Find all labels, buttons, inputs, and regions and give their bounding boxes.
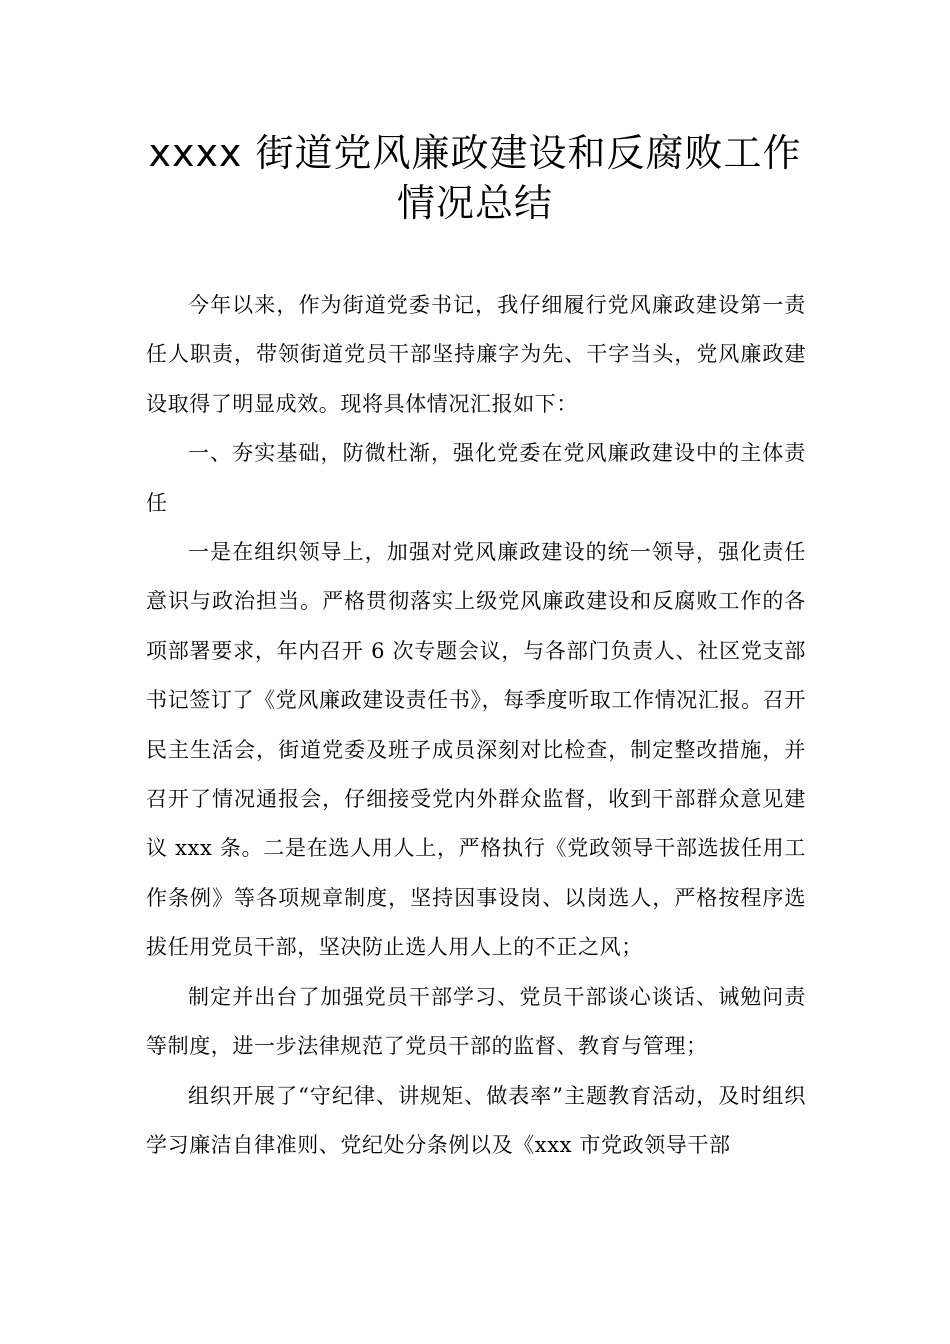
paragraph-regulations: 制定并出台了加强党员干部学习、党员干部谈心谈话、诫勉问责等制度，进一步法律规范了党员干部的监督、教育与管理； (146, 984, 806, 1059)
paragraph-education-activity: 组织开展了“守纪律、讲规矩、做表率”主题教育活动，及时组织学习廉洁自律准则、党纪处分条例以及《xxx 市党政领导干部 (146, 1083, 806, 1157)
paragraph-intro: 今年以来，作为街道党委书记，我仔细履行党风廉政建设第一责任人职责，带领街道党员干部坚持廉字为先、干字当头，党风廉政建设取得了明显成效。现将具体情况汇报如下： (146, 293, 806, 416)
document-body (146, 281, 806, 1170)
section-heading-1: 一、夯实基础，防微杜渐，强化党委在党风廉政建设中的主体责任 (146, 441, 806, 515)
document-title: xxxx 街道党风廉政建设和反腐败工作情况总结 (148, 131, 802, 225)
paragraph-organization-leadership: 一是在组织领导上，加强对党风廉政建设的统一领导，强化责任意识与政治担当。严格贯彻落实上级党风廉政建设和反腐败工作的各项部署要求，年内召开 6 次专题会议，与各部门负责人、社区党支部书记签订了《党风廉政建设责任书》，每季度听取工作情况汇报。召开民主生活会，街道党委及班子成员深刻对比检查，制定整改措施，并召开了情况通报会，仔细接受党内外群众监督，收到干部群众意见建议 xxx 条。二是在选人用人上，严格执行《党政领导干部选拔任用工作条例》等各项规章制度，坚持因事设岗、以岗选人，严格按程序选拔任用党员干部，坚决防止选人用人上的不正之风； (146, 540, 806, 960)
